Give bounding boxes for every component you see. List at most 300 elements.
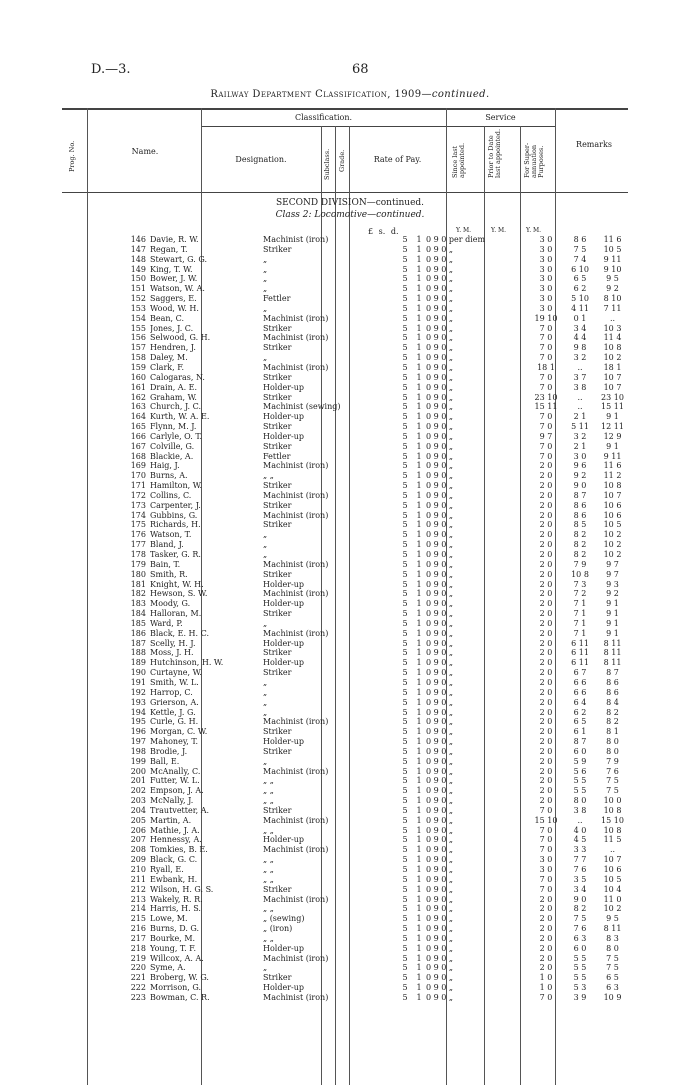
table-row <box>0 806 629 816</box>
super-cell: 12 11 <box>601 422 624 432</box>
prog-no-cell: 210 <box>130 865 146 874</box>
staff-table <box>0 235 629 1003</box>
prior-cell: .. <box>577 362 583 372</box>
designation-cell: Holder-up <box>263 983 305 993</box>
prior-cell: 9 2 <box>573 471 587 481</box>
header-name: Name. <box>131 147 159 156</box>
super-cell: 9 2 <box>606 589 619 599</box>
grade-cell: 1 <box>416 737 422 747</box>
grade-cell: 1 <box>416 490 422 500</box>
name-cell: Ball, E. <box>150 756 180 766</box>
table-row <box>0 235 629 245</box>
subclass-cell: 5 <box>402 628 408 638</box>
super-cell: 10 6 <box>603 510 622 520</box>
designation-cell: Machinist (iron) <box>263 510 329 520</box>
grade-cell: 1 <box>416 855 422 865</box>
grade-cell: 1 <box>416 825 422 835</box>
subclass-cell: 5 <box>402 422 408 432</box>
name-cell: Trautvetter, A. <box>150 805 210 815</box>
rate-cell: 0 9 0 „ <box>426 904 454 914</box>
super-cell: 9 1 <box>606 599 619 609</box>
grade-cell: 1 <box>416 382 422 392</box>
prior-cell: .. <box>577 392 583 402</box>
prog-no-cell: 161 <box>130 382 146 392</box>
prog-no-cell: 208 <box>130 845 146 855</box>
subclass-cell: 5 <box>402 904 408 914</box>
since-last-cell: 2 0 <box>539 746 553 756</box>
grade-cell: 1 <box>416 412 422 422</box>
name-cell: Bourke, M. <box>150 933 196 943</box>
since-last-cell: 2 0 <box>539 697 553 707</box>
prior-cell: 8 6 <box>573 500 587 510</box>
prior-cell: 8 5 <box>573 520 587 530</box>
rate-cell: 0 9 0 „ <box>426 422 454 432</box>
subclass-cell: 5 <box>402 510 408 520</box>
super-cell: 11 5 <box>603 835 622 845</box>
ym-label-since: Y. M. <box>456 227 472 234</box>
prog-no-cell: 201 <box>130 776 146 786</box>
subclass-cell: 5 <box>402 353 408 363</box>
prior-cell: .. <box>577 815 583 825</box>
subclass-cell: 5 <box>402 835 408 845</box>
super-cell: 11 2 <box>603 471 622 481</box>
designation-cell: Striker <box>263 323 292 333</box>
table-row <box>0 284 629 294</box>
prior-cell: 4 0 <box>573 825 587 835</box>
table-row <box>0 717 629 727</box>
rate-cell: 0 9 0 „ <box>426 264 454 274</box>
header-grade: Grade. <box>338 149 346 172</box>
name-cell: Morrison, G. <box>150 983 202 993</box>
subclass-cell: 5 <box>402 865 408 874</box>
prog-no-cell: 162 <box>130 392 146 402</box>
prog-no-cell: 166 <box>130 431 146 441</box>
subclass-cell: 5 <box>402 648 408 658</box>
prior-cell: 9 0 <box>573 894 587 904</box>
grade-cell: 1 <box>416 294 422 304</box>
designation-cell: Striker <box>263 884 292 894</box>
prior-cell: 6 5 <box>573 274 587 284</box>
super-cell: 8 11 <box>603 648 622 658</box>
designation-cell: Machinist (iron) <box>263 333 329 343</box>
header-prog-no: Prog. No. <box>68 140 76 172</box>
super-cell: 9 1 <box>606 628 619 638</box>
rate-cell: 0 9 0 „ <box>426 461 454 471</box>
subclass-cell: 5 <box>402 559 408 569</box>
name-cell: Curtayne, W. <box>150 668 202 678</box>
name-cell: Graham, W. <box>150 392 197 402</box>
table-row <box>0 668 629 678</box>
super-cell: 23 10 <box>601 392 624 402</box>
rate-cell: 0 9 0 „ <box>426 825 454 835</box>
rate-cell: 0 9 0 „ <box>426 924 454 934</box>
subclass-cell: 5 <box>402 973 408 983</box>
grade-cell: 1 <box>416 697 422 707</box>
header-top-rule <box>62 108 628 110</box>
page-title <box>0 89 700 100</box>
prog-no-cell: 151 <box>130 284 146 294</box>
designation-cell: Fettler <box>263 294 291 304</box>
rate-cell: 0 9 0 „ <box>426 973 454 983</box>
since-last-cell: 3 0 <box>539 235 553 244</box>
table-row <box>0 442 629 452</box>
prog-no-cell: 148 <box>130 254 146 264</box>
grade-cell: 1 <box>416 914 422 924</box>
super-cell: 9 1 <box>606 618 619 628</box>
since-last-cell: 2 0 <box>539 687 553 697</box>
grade-cell: 1 <box>416 323 422 333</box>
rate-cell: 0 9 0 „ <box>426 914 454 924</box>
table-row <box>0 688 629 698</box>
table-row <box>0 776 629 786</box>
prior-cell: 8 7 <box>573 737 587 747</box>
prog-no-cell: 203 <box>130 796 146 806</box>
table-row <box>0 767 629 777</box>
prog-no-cell: 173 <box>130 500 146 510</box>
table-row <box>0 914 629 924</box>
rate-cell: 0 9 0 „ <box>426 540 454 550</box>
super-cell: 12 9 <box>603 431 622 441</box>
rate-cell: 0 9 0 „ <box>426 569 454 579</box>
since-last-cell: 7 0 <box>539 874 553 884</box>
rate-cell: 0 9 0 „ <box>426 865 454 874</box>
grade-cell: 1 <box>416 441 422 451</box>
grade-cell: 1 <box>416 313 422 323</box>
name-cell: Hutchinson, H. W. <box>150 658 224 668</box>
name-cell: Brodie, J. <box>150 746 188 756</box>
money-units-label: £ s. d. <box>368 227 399 236</box>
subclass-cell: 5 <box>402 707 408 717</box>
prior-cell: 5 5 <box>573 963 587 973</box>
prior-cell: 2 1 <box>573 412 587 422</box>
subclass-cell: 5 <box>402 963 408 973</box>
prior-cell: 8 0 <box>573 796 587 806</box>
name-cell: Hamilton, W. <box>150 481 203 491</box>
prior-cell: 7 5 <box>573 244 587 254</box>
subclass-cell: 5 <box>402 500 408 510</box>
subclass-cell: 5 <box>402 953 408 963</box>
prior-cell: 5 5 <box>573 776 587 786</box>
subclass-cell: 5 <box>402 461 408 471</box>
since-last-cell: 7 0 <box>539 451 553 461</box>
grade-cell: 1 <box>416 904 422 914</box>
rate-cell: 0 9 0 „ <box>426 687 454 697</box>
name-cell: Willcox, A. A. <box>150 953 204 963</box>
table-row <box>0 343 629 353</box>
designation-cell: „ <box>263 274 268 284</box>
rate-cell: 0 9 0 „ <box>426 431 454 441</box>
designation-cell: „ <box>263 254 268 264</box>
name-cell: Mathie, J. A. <box>150 825 200 835</box>
name-cell: Harrop, C. <box>150 687 193 697</box>
subclass-cell: 5 <box>402 687 408 697</box>
super-cell: 11 6 <box>603 461 622 471</box>
grade-cell: 1 <box>416 274 422 284</box>
grade-cell: 1 <box>416 648 422 658</box>
section-class-text: Class 2: Locomotive—continued. <box>275 210 425 220</box>
rate-cell: 0 9 0 „ <box>426 756 454 766</box>
rate-cell: 0 9 0 „ <box>426 677 454 687</box>
prog-no-cell: 217 <box>130 933 146 943</box>
prior-cell: 6 7 <box>573 668 587 678</box>
prog-no-cell: 167 <box>130 441 146 451</box>
prior-cell: 5 11 <box>571 422 589 432</box>
table-row <box>0 304 629 314</box>
grade-cell: 1 <box>416 638 422 648</box>
prog-no-cell: 190 <box>130 668 146 678</box>
prog-no-cell: 179 <box>130 559 146 569</box>
section-division: SECOND DIVISION—continued. <box>275 198 425 208</box>
designation-cell: „ „ <box>263 874 274 884</box>
header-remarks: Remarks <box>576 140 612 149</box>
designation-cell: „ <box>263 707 268 717</box>
prior-cell: 7 3 <box>573 579 587 589</box>
table-row <box>0 737 629 747</box>
subclass-cell: 5 <box>402 294 408 304</box>
since-last-cell: 2 0 <box>539 786 553 796</box>
since-last-cell: 2 0 <box>539 481 553 491</box>
grade-cell: 1 <box>416 471 422 481</box>
super-cell: 8 2 <box>606 717 619 727</box>
subclass-cell: 5 <box>402 599 408 609</box>
prior-cell: 7 9 <box>573 559 587 569</box>
rate-cell: 0 9 0 „ <box>426 550 454 559</box>
grade-cell: 1 <box>416 609 422 619</box>
prog-no-cell: 189 <box>130 658 146 668</box>
rate-cell: 0 9 0 „ <box>426 668 454 678</box>
grade-cell: 1 <box>416 756 422 766</box>
designation-cell: Machinist (iron) <box>263 992 329 1002</box>
designation-cell: Machinist (iron) <box>263 313 329 323</box>
subclass-cell: 5 <box>402 343 408 353</box>
grade-cell: 1 <box>416 668 422 678</box>
grade-cell: 1 <box>416 766 422 776</box>
grade-cell: 1 <box>416 874 422 884</box>
subclass-cell: 5 <box>402 658 408 668</box>
name-cell: Broberg, W. G. <box>150 973 209 983</box>
since-last-cell: 2 0 <box>539 677 553 687</box>
rate-cell: 0 9 0 „ <box>426 451 454 461</box>
super-cell: 9 3 <box>606 579 619 589</box>
table-row <box>0 422 629 432</box>
table-row <box>0 963 629 973</box>
table-row <box>0 993 629 1003</box>
designation-cell: „ <box>263 303 268 313</box>
name-cell: Wilson, H. G. S. <box>150 884 214 894</box>
table-row <box>0 530 629 540</box>
since-last-cell: 2 0 <box>539 766 553 776</box>
super-cell: 11 6 <box>603 235 622 244</box>
prog-no-cell: 211 <box>130 874 146 884</box>
super-cell: 10 2 <box>603 353 622 363</box>
designation-cell: Striker <box>263 727 292 737</box>
since-last-cell: 2 0 <box>539 904 553 914</box>
rate-cell: 0 9 0 „ <box>426 579 454 589</box>
subclass-cell: 5 <box>402 284 408 294</box>
grade-cell: 1 <box>416 422 422 432</box>
designation-cell: „ „ <box>263 904 274 914</box>
name-cell: King, T. W. <box>150 264 193 274</box>
designation-cell: Striker <box>263 609 292 619</box>
since-last-cell: 2 0 <box>539 933 553 943</box>
prior-cell: 8 2 <box>573 540 587 550</box>
prog-no-cell: 192 <box>130 687 146 697</box>
table-row <box>0 983 629 993</box>
designation-cell: Machinist (iron) <box>263 766 329 776</box>
grade-cell: 1 <box>416 353 422 363</box>
prior-cell: 7 1 <box>573 628 587 638</box>
super-cell: 9 7 <box>606 569 619 579</box>
prior-cell: 6 4 <box>573 697 587 707</box>
since-last-cell: 9 7 <box>539 431 553 441</box>
rate-cell: 0 9 0 „ <box>426 481 454 491</box>
name-cell: Wakely, R. R. <box>150 894 203 904</box>
subclass-cell: 5 <box>402 766 408 776</box>
rate-cell: 0 9 0 „ <box>426 648 454 658</box>
super-cell: 9 11 <box>603 254 622 264</box>
prior-cell: 7 1 <box>573 599 587 609</box>
designation-cell: Machinist (iron) <box>263 490 329 500</box>
prior-cell: 4 11 <box>571 303 589 313</box>
since-last-cell: 2 0 <box>539 943 553 953</box>
name-cell: Bland, J. <box>150 540 184 550</box>
rate-cell: 0 9 0 „ <box>426 441 454 451</box>
rate-cell: 0 9 0 „ <box>426 362 454 372</box>
subclass-cell: 5 <box>402 884 408 894</box>
since-last-cell: 7 0 <box>539 835 553 845</box>
name-cell: Smith, W. L. <box>150 677 199 687</box>
since-last-cell: 3 0 <box>539 244 553 254</box>
since-last-cell: 3 0 <box>539 274 553 284</box>
grade-cell: 1 <box>416 530 422 540</box>
prog-no-cell: 196 <box>130 727 146 737</box>
rate-cell: 0 9 0 „ <box>426 392 454 402</box>
designation-cell: „ <box>263 618 268 628</box>
since-last-cell: 2 0 <box>539 776 553 786</box>
prog-no-cell: 191 <box>130 677 146 687</box>
name-cell: Tasker, G. R. <box>150 550 201 559</box>
designation-cell: Striker <box>263 520 292 530</box>
name-cell: Richards, H. <box>150 520 201 530</box>
rate-cell: 0 9 0 „ <box>426 963 454 973</box>
table-row <box>0 885 629 895</box>
subclass-cell: 5 <box>402 520 408 530</box>
rate-cell: 0 9 0 „ <box>426 983 454 993</box>
super-cell: 10 6 <box>603 500 622 510</box>
prog-no-cell: 147 <box>130 244 146 254</box>
since-last-cell: 2 0 <box>539 589 553 599</box>
super-cell: 10 7 <box>603 372 622 382</box>
name-cell: Carlyle, O. T. <box>150 431 203 441</box>
grade-cell: 1 <box>416 540 422 550</box>
prior-cell: 6 10 <box>571 264 589 274</box>
name-cell: Bain, T. <box>150 559 181 569</box>
super-cell: .. <box>609 845 616 855</box>
table-row <box>0 452 629 462</box>
grade-cell: 1 <box>416 362 422 372</box>
prior-cell: 7 6 <box>573 865 587 874</box>
super-cell: 8 0 <box>606 746 619 756</box>
super-cell: 8 0 <box>606 943 619 953</box>
name-cell: Stewart, G. G. <box>150 254 208 264</box>
since-last-cell: 3 0 <box>539 284 553 294</box>
super-cell: 10 5 <box>603 520 622 530</box>
subclass-cell: 5 <box>402 746 408 756</box>
prior-cell: 5 5 <box>573 786 587 796</box>
grade-cell: 1 <box>416 520 422 530</box>
designation-cell: Machinist (iron) <box>263 894 329 904</box>
prior-cell: 6 6 <box>573 677 587 687</box>
super-cell: 15 10 <box>601 815 624 825</box>
prog-no-cell: 186 <box>130 628 146 638</box>
rate-cell: 0 9 0 „ <box>426 500 454 510</box>
since-last-cell: 15 10 <box>534 815 558 825</box>
name-cell: Kurth, W. A. E. <box>150 412 210 422</box>
ym-label-prior: Y. M. <box>491 227 507 234</box>
subclass-cell: 5 <box>402 579 408 589</box>
name-cell: Flynn, M. J. <box>150 422 197 432</box>
document-code: D.—3. <box>91 62 131 77</box>
super-cell: 10 7 <box>603 382 622 392</box>
prior-cell: 8 6 <box>573 510 587 520</box>
since-last-cell: 19 10 <box>534 313 558 323</box>
designation-cell: Striker <box>263 500 292 510</box>
subclass-cell: 5 <box>402 589 408 599</box>
designation-cell: Striker <box>263 668 292 678</box>
table-row <box>0 619 629 629</box>
since-last-cell: 2 0 <box>539 510 553 520</box>
name-cell: Watson, W. A. <box>150 284 205 294</box>
since-last-cell: 7 0 <box>539 353 553 363</box>
prior-cell: 7 1 <box>573 618 587 628</box>
name-cell: Halloran, M. <box>150 609 202 619</box>
grade-cell: 1 <box>416 687 422 697</box>
prior-cell: 8 7 <box>573 490 587 500</box>
designation-cell: Fettler <box>263 451 291 461</box>
table-row <box>0 373 629 383</box>
prior-cell: 3 2 <box>573 431 587 441</box>
name-cell: Hennessy, A. <box>150 835 202 845</box>
designation-cell: „ „ <box>263 933 274 943</box>
rate-cell: 0 9 0 „ <box>426 855 454 865</box>
subclass-cell: 5 <box>402 914 408 924</box>
prior-cell: 5 5 <box>573 973 587 983</box>
since-last-cell: 2 0 <box>539 569 553 579</box>
name-cell: Carpenter, J. <box>150 500 201 510</box>
grade-cell: 1 <box>416 372 422 382</box>
super-cell: 10 5 <box>603 244 622 254</box>
grade-cell: 1 <box>416 402 422 412</box>
super-cell: 9 2 <box>606 284 619 294</box>
prog-no-cell: 194 <box>130 707 146 717</box>
grade-cell: 1 <box>416 786 422 796</box>
designation-cell: Striker <box>263 648 292 658</box>
prog-no-cell: 185 <box>130 618 146 628</box>
prior-cell: 6 11 <box>571 648 589 658</box>
subclass-cell: 5 <box>402 481 408 491</box>
table-row <box>0 973 629 983</box>
designation-cell: „ (sewing) <box>263 914 305 924</box>
designation-cell: Machinist (iron) <box>263 461 329 471</box>
grade-cell: 1 <box>416 481 422 491</box>
name-cell: Ward, P. <box>150 618 183 628</box>
prog-no-cell: 214 <box>130 904 146 914</box>
rate-cell: 0 9 0 „ <box>426 953 454 963</box>
subclass-cell: 5 <box>402 845 408 855</box>
prior-cell: 3 2 <box>573 353 587 363</box>
super-cell: 7 11 <box>603 303 622 313</box>
since-last-cell: 2 0 <box>539 618 553 628</box>
